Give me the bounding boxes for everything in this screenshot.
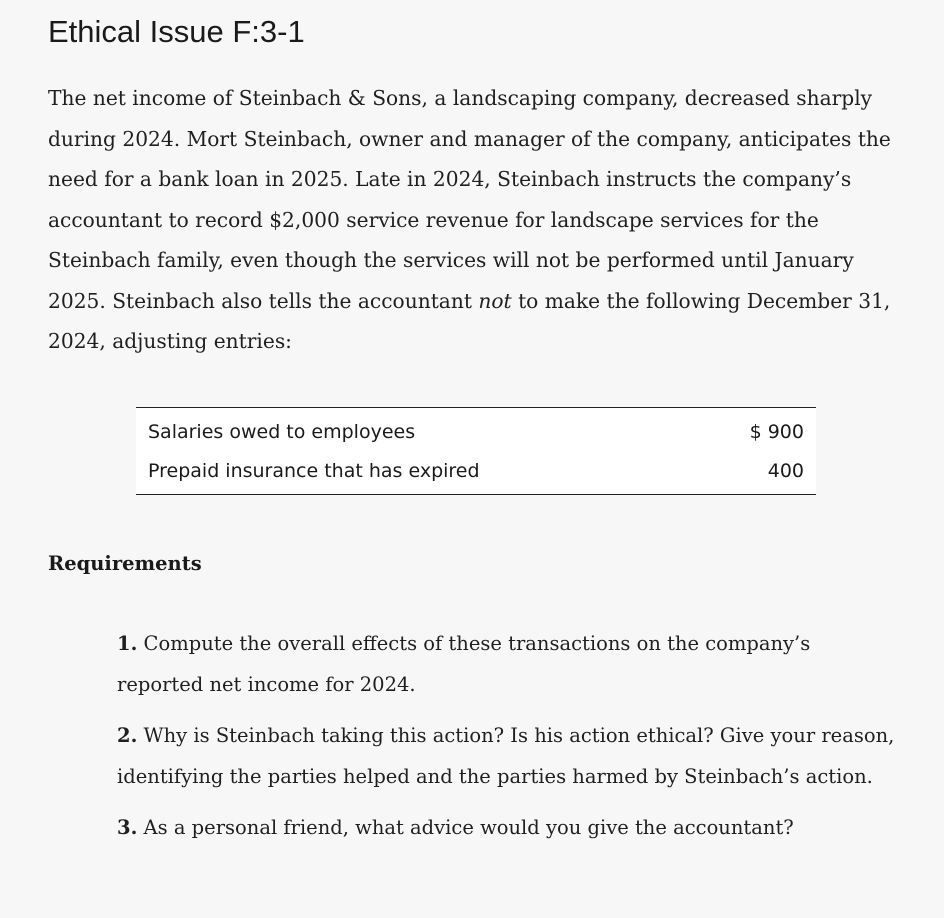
adjusting-entries-table <box>136 407 816 495</box>
intro-text-end: to make the following December 31, 2024, adjusting entries: <box>48 288 891 353</box>
requirement-number: 1. <box>117 632 138 655</box>
table-row <box>136 412 816 451</box>
intro-emphasis: not <box>478 288 512 313</box>
entry-label: Prepaid insurance that has expired <box>148 459 480 482</box>
requirements-heading: Requirements <box>48 552 202 575</box>
requirement-text: As a personal friend, what advice would you give the accountant? <box>137 816 794 839</box>
page-title: Ethical Issue F:3-1 <box>48 14 305 49</box>
entry-amount: $ 900 <box>749 420 804 443</box>
entry-amount: 400 <box>767 459 804 482</box>
intro-text-start: The net income of Steinbach & Sons, a landscaping company, decreased sharply during 2024. Mort Steinbach, owner and manager of the company, anticipates the need for a bank loan in 2025. Late in 2024, Steinbach instructs the company’s accountant to record $2,000 service revenue for landscape services for the Steinbach family, even though the services will not be performed until January 2025. Steinbach also tells the accountant <box>48 86 891 313</box>
requirement-text: Why is Steinbach taking this action? Is his action ethical? Give your reason, identifying the parties helped and the parties harmed by Steinbach’s action. <box>117 724 895 788</box>
requirements-list <box>117 624 897 860</box>
requirement-item <box>117 624 897 705</box>
requirement-item <box>117 808 897 849</box>
intro-paragraph <box>48 78 908 362</box>
table-row <box>136 451 816 490</box>
requirement-number: 3. <box>117 816 138 839</box>
requirement-item <box>117 716 897 797</box>
requirement-number: 2. <box>117 724 138 747</box>
requirement-text: Compute the overall effects of these transactions on the company’s reported net income for 2024. <box>117 632 811 696</box>
entry-label: Salaries owed to employees <box>148 420 416 443</box>
